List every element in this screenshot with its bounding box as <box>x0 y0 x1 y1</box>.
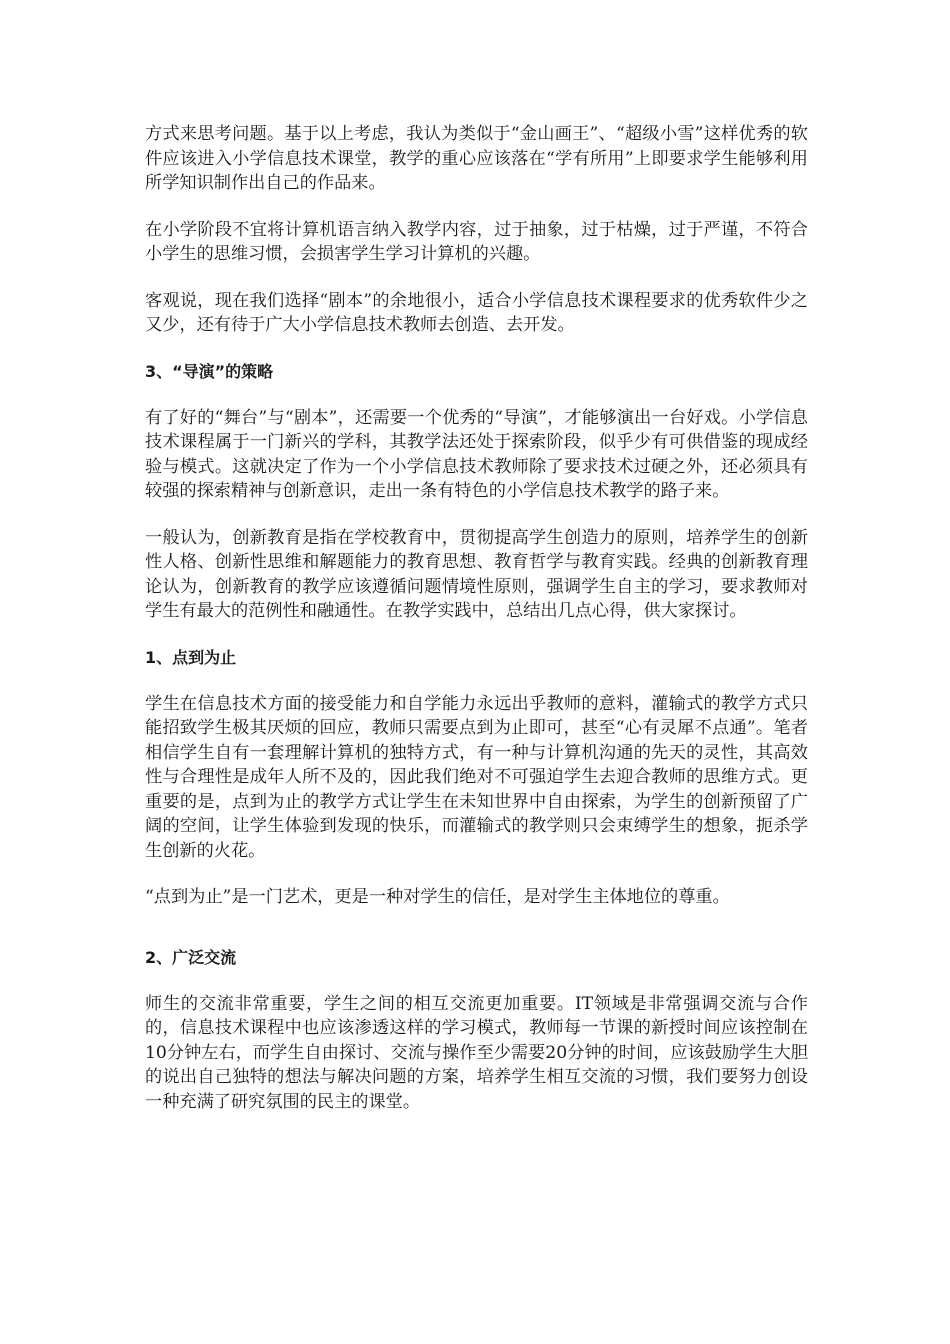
paragraph-point-to-stop-art: “点到为止”是一门艺术，更是一种对学生的信任，是对学生主体地位的尊重。 <box>145 887 730 907</box>
paragraph-point-to-stop: 学生在信息技术方面的接受能力和自学能力永远出乎教师的意料，灌输式的教学方式只能招致学生极其厌烦的回应，教师只需要点到为止即可，甚至“心有灵犀不点通”。笔者相信学生自有一套理解计算机的独特方式，有一种与计算机沟通的先天的灵性，其高效性与合理性是成年人所不及的，因此我们绝对不可强迫学生去迎合教师的思维方式。更重要的是，点到为止的教学方式让学生在未知世界中自由探索，为学生的创新预留了广阔的空间，让学生体验到发现的快乐，而灌输式的教学则只会束缚学生的想象，扼杀学生创新的火花。 <box>145 693 808 861</box>
paragraph-communication: 师生的交流非常重要，学生之间的相互交流更加重要。IT领域是非常强调交流与合作的，信息技术课程中也应该渗透这样的学习模式，教师每一节课的新授时间应该控制在10分钟左右，而学生自由探讨、交流与操作至少需要20分钟的时间，应该鼓励学生大胆的说出自己独特的想法与解决问题的方案，培养学生相互交流的习惯，我们要努力创设一种充满了研究氛围的民主的课堂。 <box>145 993 808 1112</box>
paragraph-intro-continued: 方式来思考问题。基于以上考虑，我认为类似于“金山画王”、“超级小雪”这样优秀的软件应该进入小学信息技术课堂，教学的重心应该落在“学有所用”上即要求学生能够利用所学知识制作出自己的作品来。 <box>145 124 808 193</box>
section-heading-point-to-stop: 1、点到为止 <box>145 647 237 667</box>
section-heading-director-strategy: 3、“导演”的策略 <box>145 361 274 381</box>
paragraph-innovation-education: 一般认为，创新教育是指在学校教育中，贯彻提高学生创造力的原则，培养学生的创新性人格、创新性思维和解题能力的教育思想、教育哲学与教育实践。经典的创新教育理论认为，创新教育的教学应该遵循问题情境性原则，强调学生自主的学习，要求教师对学生有最大的范例性和融通性。在教学实践中，总结出几点心得，供大家探讨。 <box>145 527 808 621</box>
document-body <box>145 122 808 1136</box>
paragraph-script-choice: 客观说，现在我们选择“剧本”的余地很小，适合小学信息技术课程要求的优秀软件少之又少，还有待于广大小学信息技术教师去创造、去开发。 <box>145 290 808 335</box>
paragraph-computer-language: 在小学阶段不宜将计算机语言纳入教学内容，过于抽象，过于枯燥，过于严谨，不符合小学生的思维习惯，会损害学生学习计算机的兴趣。 <box>145 219 808 264</box>
section-heading-communication: 2、广泛交流 <box>145 947 237 967</box>
paragraph-director: 有了好的“舞台”与“剧本”，还需要一个优秀的“导演”，才能够演出一台好戏。小学信息技术课程属于一门新兴的学科，其教学法还处于探索阶段，似乎少有可供借鉴的现成经验与模式。这就决定了作为一个小学信息技术教师除了要求技术过硬之外，还必须具有较强的探索精神与创新意识，走出一条有特色的小学信息技术教学的路子来。 <box>145 407 808 501</box>
